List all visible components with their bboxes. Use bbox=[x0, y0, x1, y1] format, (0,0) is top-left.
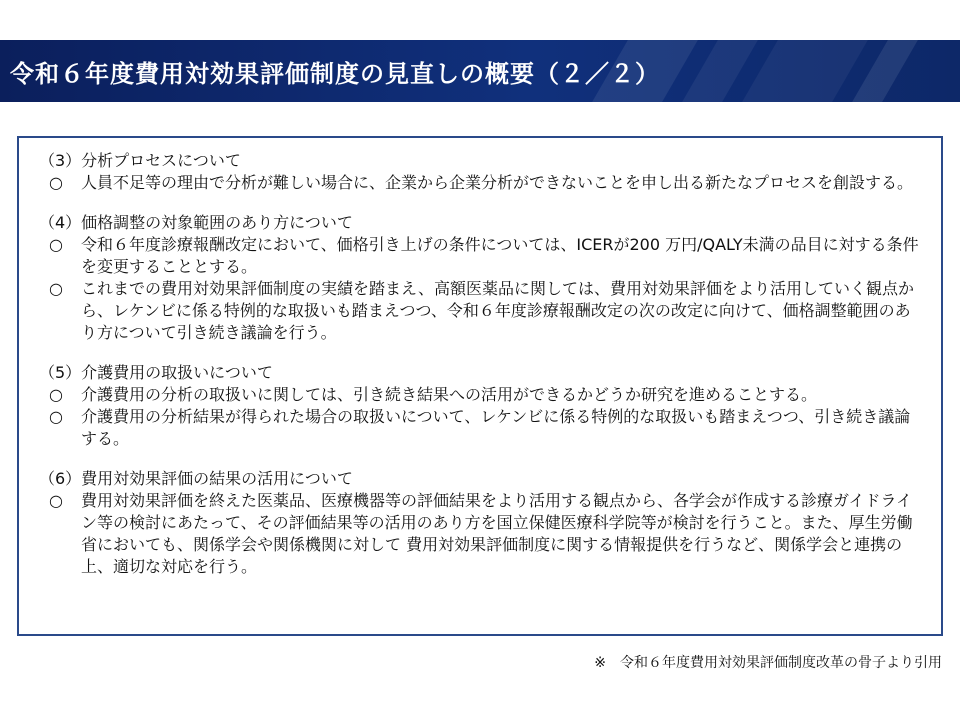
bullet-circle: ○ bbox=[49, 279, 63, 298]
decorative-stripe bbox=[742, 40, 868, 102]
title-bar bbox=[0, 40, 960, 102]
bullet-circle: ○ bbox=[49, 173, 63, 192]
bullet-circle: ○ bbox=[49, 491, 63, 510]
section-price-adjustment bbox=[37, 212, 925, 344]
item-text: これまでの費用対効果評価制度の実績を踏まえ、高額医薬品に関しては、費用対効果評価をより活用していく観点から、レケンビに係る特例的な取扱いも踏まえつつ、令和６年度診療報酬改定の次の改定に向けて、価格調整範囲のあり方について引き続き議論を行う。 bbox=[81, 279, 914, 342]
item-text: 介護費用の分析結果が得られた場合の取扱いについて、レケンビに係る特例的な取扱いも踏まえつつ、引き続き議論する。 bbox=[81, 407, 911, 448]
list-item bbox=[37, 234, 925, 278]
section-result-utilization bbox=[37, 468, 925, 578]
bullet-circle: ○ bbox=[49, 407, 63, 426]
slide-title: 令和６年度費用対効果評価制度の見直しの概要（２／２） bbox=[10, 60, 660, 88]
item-text: 令和６年度診療報酬改定において、価格引き上げの条件については、ICERが200 万円/QALY未満の品目に対する条件を変更することとする。 bbox=[81, 235, 919, 276]
list-item bbox=[37, 406, 925, 450]
content-box bbox=[17, 136, 943, 636]
item-text: 介護費用の分析の取扱いに関しては、引き続き結果への活用ができるかどうか研究を進めることする。 bbox=[81, 385, 818, 404]
section-heading: （5）介護費用の取扱いについて bbox=[39, 363, 273, 382]
list-item bbox=[37, 278, 925, 344]
bullet-circle: ○ bbox=[49, 235, 63, 254]
section-analysis-process bbox=[37, 150, 925, 194]
item-text: 人員不足等の理由で分析が難しい場合に、企業から企業分析ができないことを申し出る新たなプロセスを創設する。 bbox=[81, 173, 914, 192]
list-item bbox=[37, 384, 925, 406]
bullet-circle: ○ bbox=[49, 385, 63, 404]
list-item bbox=[37, 172, 925, 194]
item-text: 費用対効果評価を終えた医薬品、医療機器等の評価結果をより活用する観点から、各学会が作成する診療ガイドライン等の検討にあたって、その評価結果等の活用のあり方を国立保健医療科学院等が検討を行うこと。また、厚生労働省においても、関係学会や関係機関に対して 費用対効果評価制度に関する情報提供を行うなど、関係学会と連携の上、適切な対応を行う。 bbox=[81, 491, 913, 576]
section-heading: （3）分析プロセスについて bbox=[39, 151, 241, 170]
section-heading: （6）費用対効果評価の結果の活用について bbox=[39, 469, 353, 488]
list-item bbox=[37, 490, 925, 578]
section-care-costs bbox=[37, 362, 925, 450]
section-heading: （4）価格調整の対象範囲のあり方について bbox=[39, 213, 353, 232]
source-footnote: ※ 令和６年度費用対効果評価制度改革の骨子より引用 bbox=[594, 655, 942, 671]
